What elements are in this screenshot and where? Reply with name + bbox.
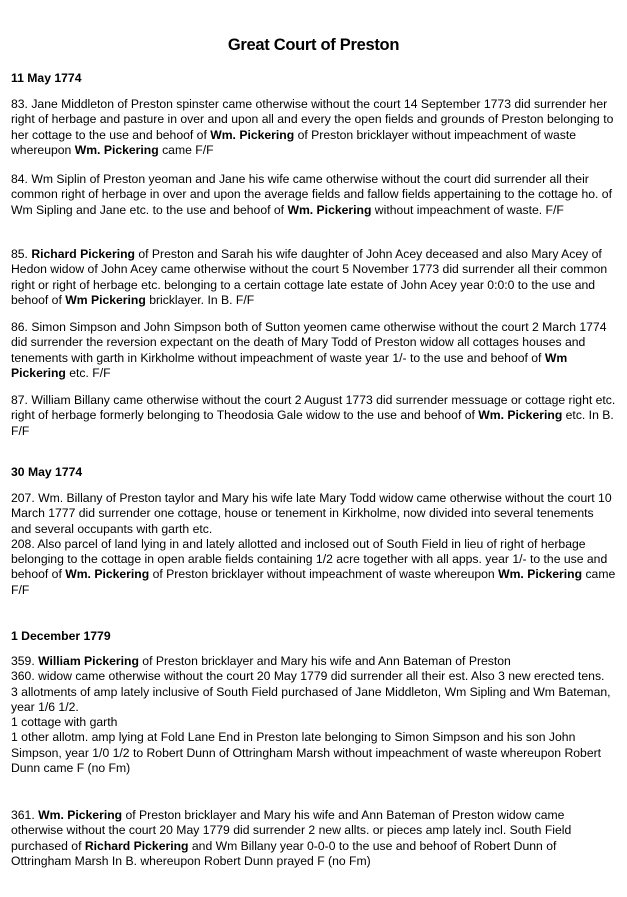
- entry-359-360: 359. William Pickering of Preston bricklayer and Mary his wife and Ann Bateman of Preston 360. widow came otherwise without the court 20 May 1779 did surrender all their est. Also 3 new erected tens. 3 allotments of amp lately inclusive of South Field purchased of Jane Middleton, Wm Sipling and Wm Bateman, year 1/6 1/2. 1 cottage with garth 1 other allotm. amp lying at Fold Lane End in Preston late belonging to Simon Simpson and his son John Simpson, year 1/0 1/2 to Robert Dunn of Ottringham Marsh without impeachment of waste whereupon Robert Dunn came F (no Fm): [11, 654, 611, 776]
- entry-361: 361. Wm. Pickering of Preston bricklayer and Mary his wife and Ann Bateman of Preston widow came otherwise without the court 20 May 1779 did surrender 2 new allts. or pieces amp lately incl. South Field purchased of Richard Pickering and Wm Billany year 0-0-0 to the use and behoof of Robert Dunn of Ottringham Marsh In B. whereupon Robert Dunn prayed F (no Fm): [11, 808, 572, 868]
- section-date: 1 December 1779: [11, 629, 111, 643]
- entry-207-208: 207. Wm. Billany of Preston taylor and Mary his wife late Mary Todd widow came otherwise without the court 10 March 1777 did surrender one cottage, house or tenement in Kirkholme, now divided into several tenements and several occupants with garth etc. 208. Also parcel of land lying in and lately allotted and inclosed out of South Field in lieu of right of herbage belonging to the cottage in open arable fields containing 1/2 acre together with all apps. year 1/- to the use and behoof of Wm. Pickering of Preston bricklayer without impeachment of waste whereupon Wm. Pickering came F/F: [11, 491, 616, 597]
- page-title: Great Court of Preston: [227, 36, 400, 54]
- entry-83: 83. Jane Middleton of Preston spinster came otherwise without the court 14 September 1773 did surrender her right of herbage and pasture in over and upon all and every the open fields and grounds of Preston belonging to her cottage to the use and behoof of Wm. Pickering of Preston bricklayer without impeachment of waste whereupon Wm. Pickering came F/F: [11, 97, 614, 157]
- entry-85: 85. Richard Pickering of Preston and Sarah his wife daughter of John Acey deceased and also Mary Acey of Hedon widow of John Acey came otherwise without the court 5 November 1773 did surrender all their common right or right of herbage etc. belonging to a certain cottage late estate of John Acey year 0:0:0 to the use and behoof of Wm Pickering bricklayer. In B. F/F: [11, 247, 608, 307]
- entry-87: 87. William Billany came otherwise without the court 2 August 1773 did surrender messuage or cottage right etc. right of herbage formerly belonging to Theodosia Gale widow to the use and behoof of Wm. Pickering etc. In B. F/F: [11, 393, 616, 438]
- entry-84: 84. Wm Siplin of Preston yeoman and Jane his wife came otherwise without the court did surrender all their common right of herbage in over and upon the average fields and fallow fields appertaining to the cottage ho. of Wm Sipling and Jane etc. to the use and behoof of Wm. Pickering without impeachment of waste. F/F: [11, 172, 612, 217]
- section-date: 11 May 1774: [11, 71, 82, 85]
- entry-86: 86. Simon Simpson and John Simpson both of Sutton yeomen came otherwise without the court 2 March 1774 did surrender the reversion expectant on the death of Mary Todd of Preston widow all cottages houses and tenements with garth in Kirkholme without impeachment of waste year 1/- to the use and behoof of Wm Pickering etc. F/F: [11, 320, 607, 380]
- section-date: 30 May 1774: [11, 465, 83, 479]
